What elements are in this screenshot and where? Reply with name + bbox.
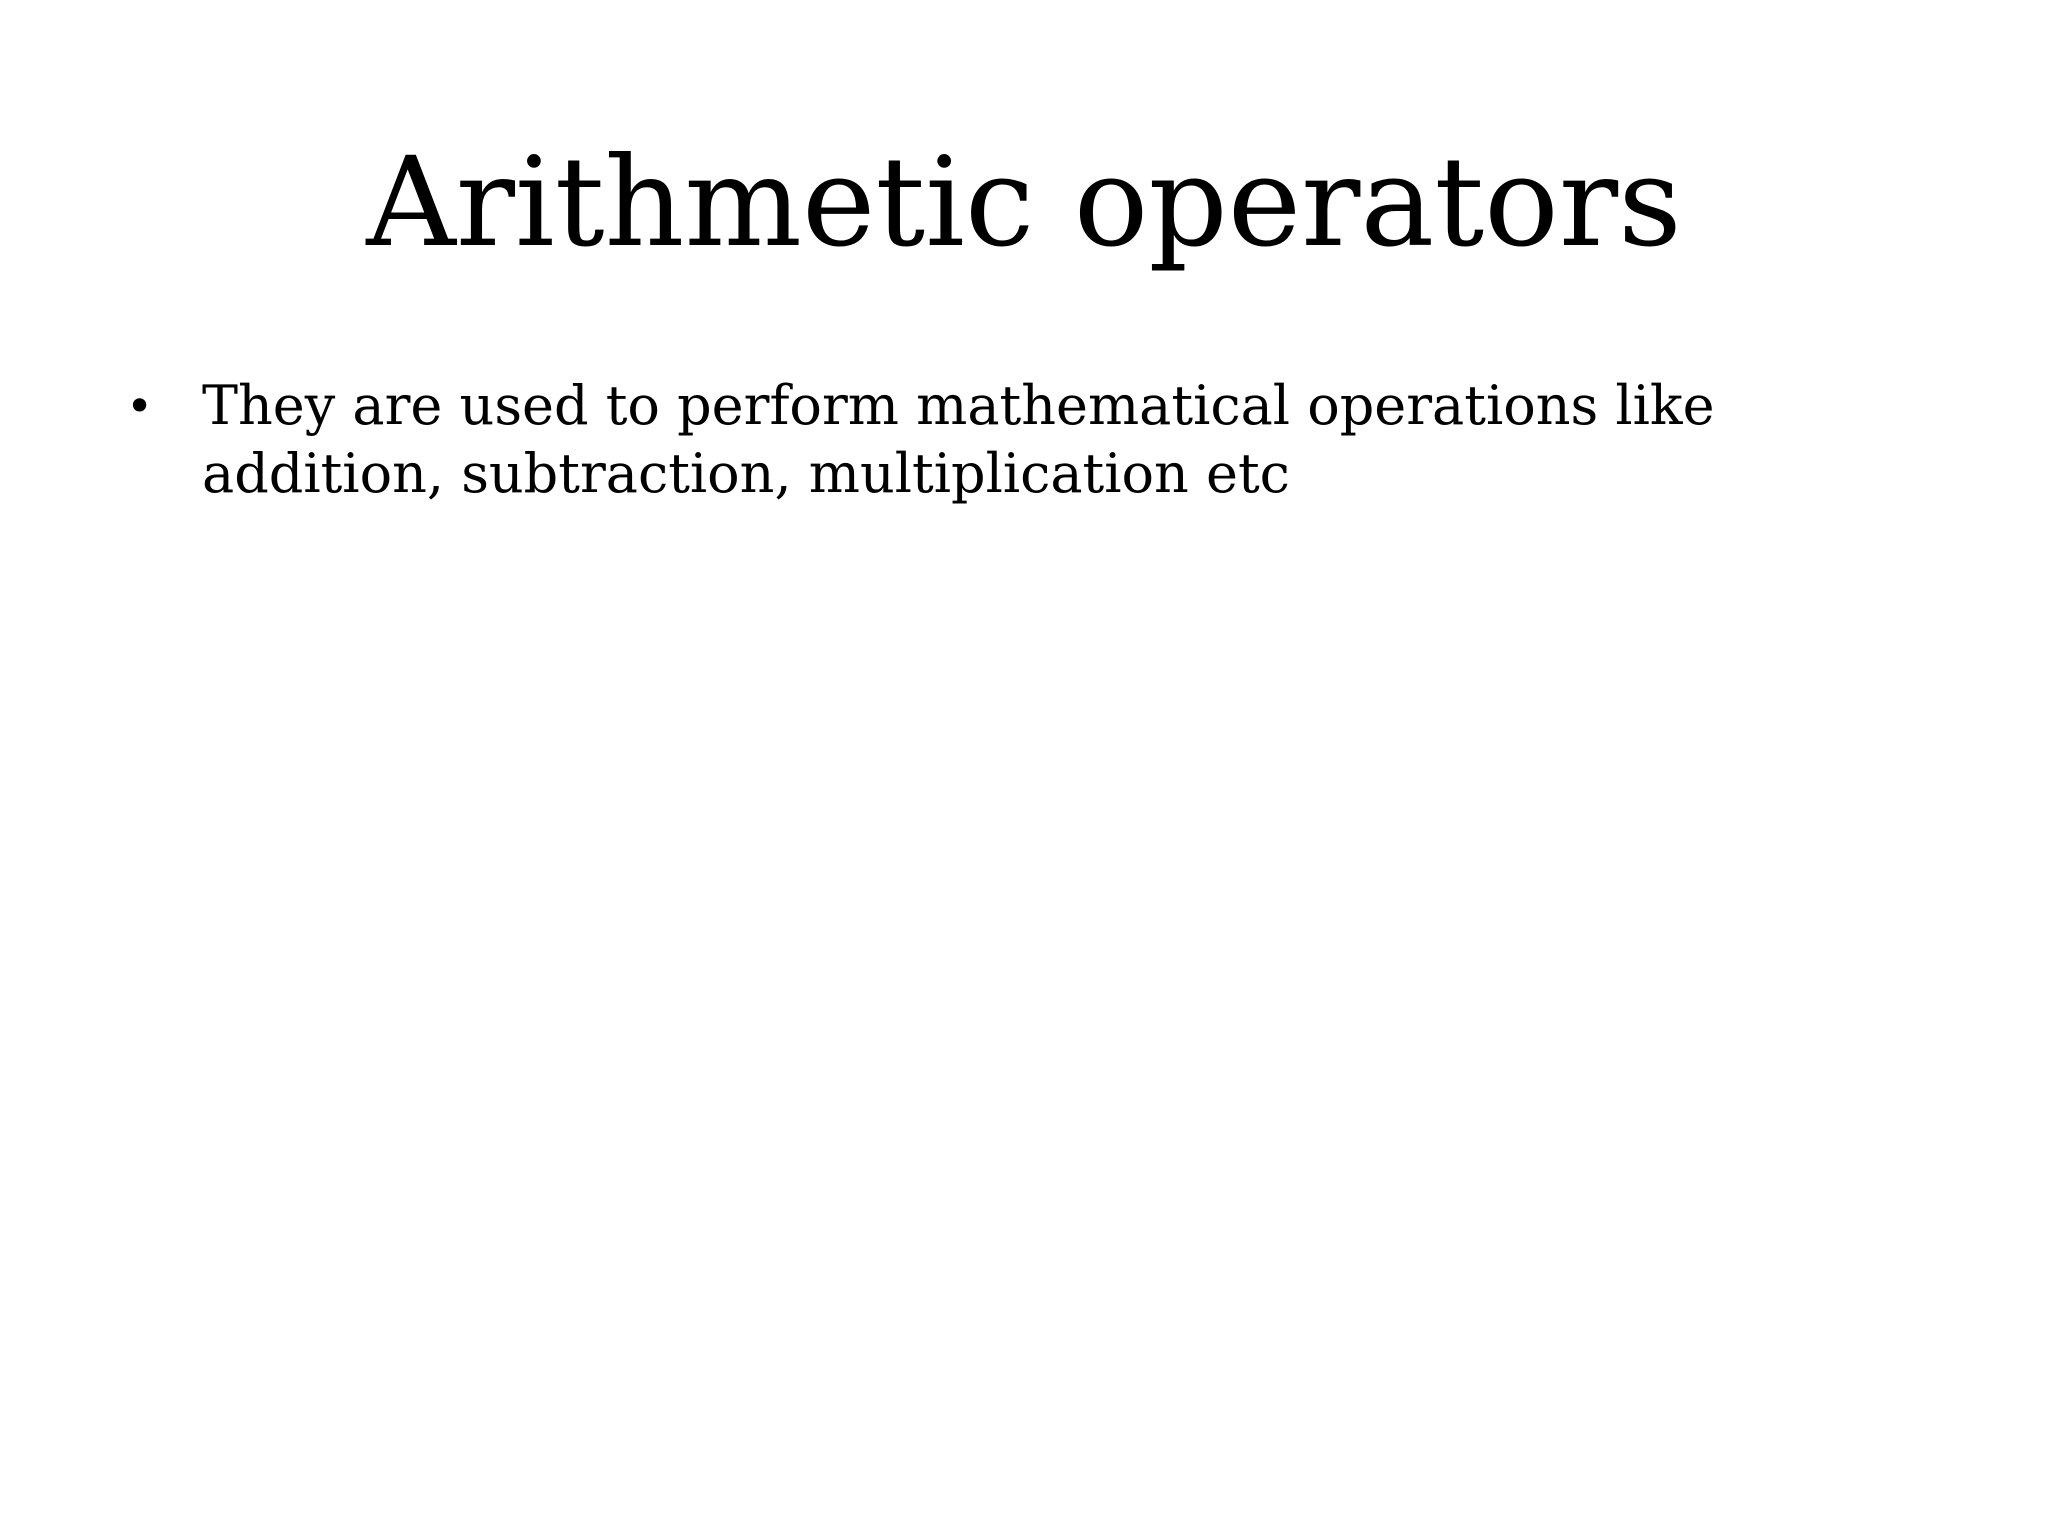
slide-title: Arithmetic operators xyxy=(366,131,1682,275)
bullet-text: They are used to perform mathematical operations like addition, subtraction, multiplication etc xyxy=(202,374,1715,505)
bullet-icon: • xyxy=(126,379,154,433)
bullet-item xyxy=(120,372,1900,508)
bullet-list xyxy=(120,372,1900,508)
